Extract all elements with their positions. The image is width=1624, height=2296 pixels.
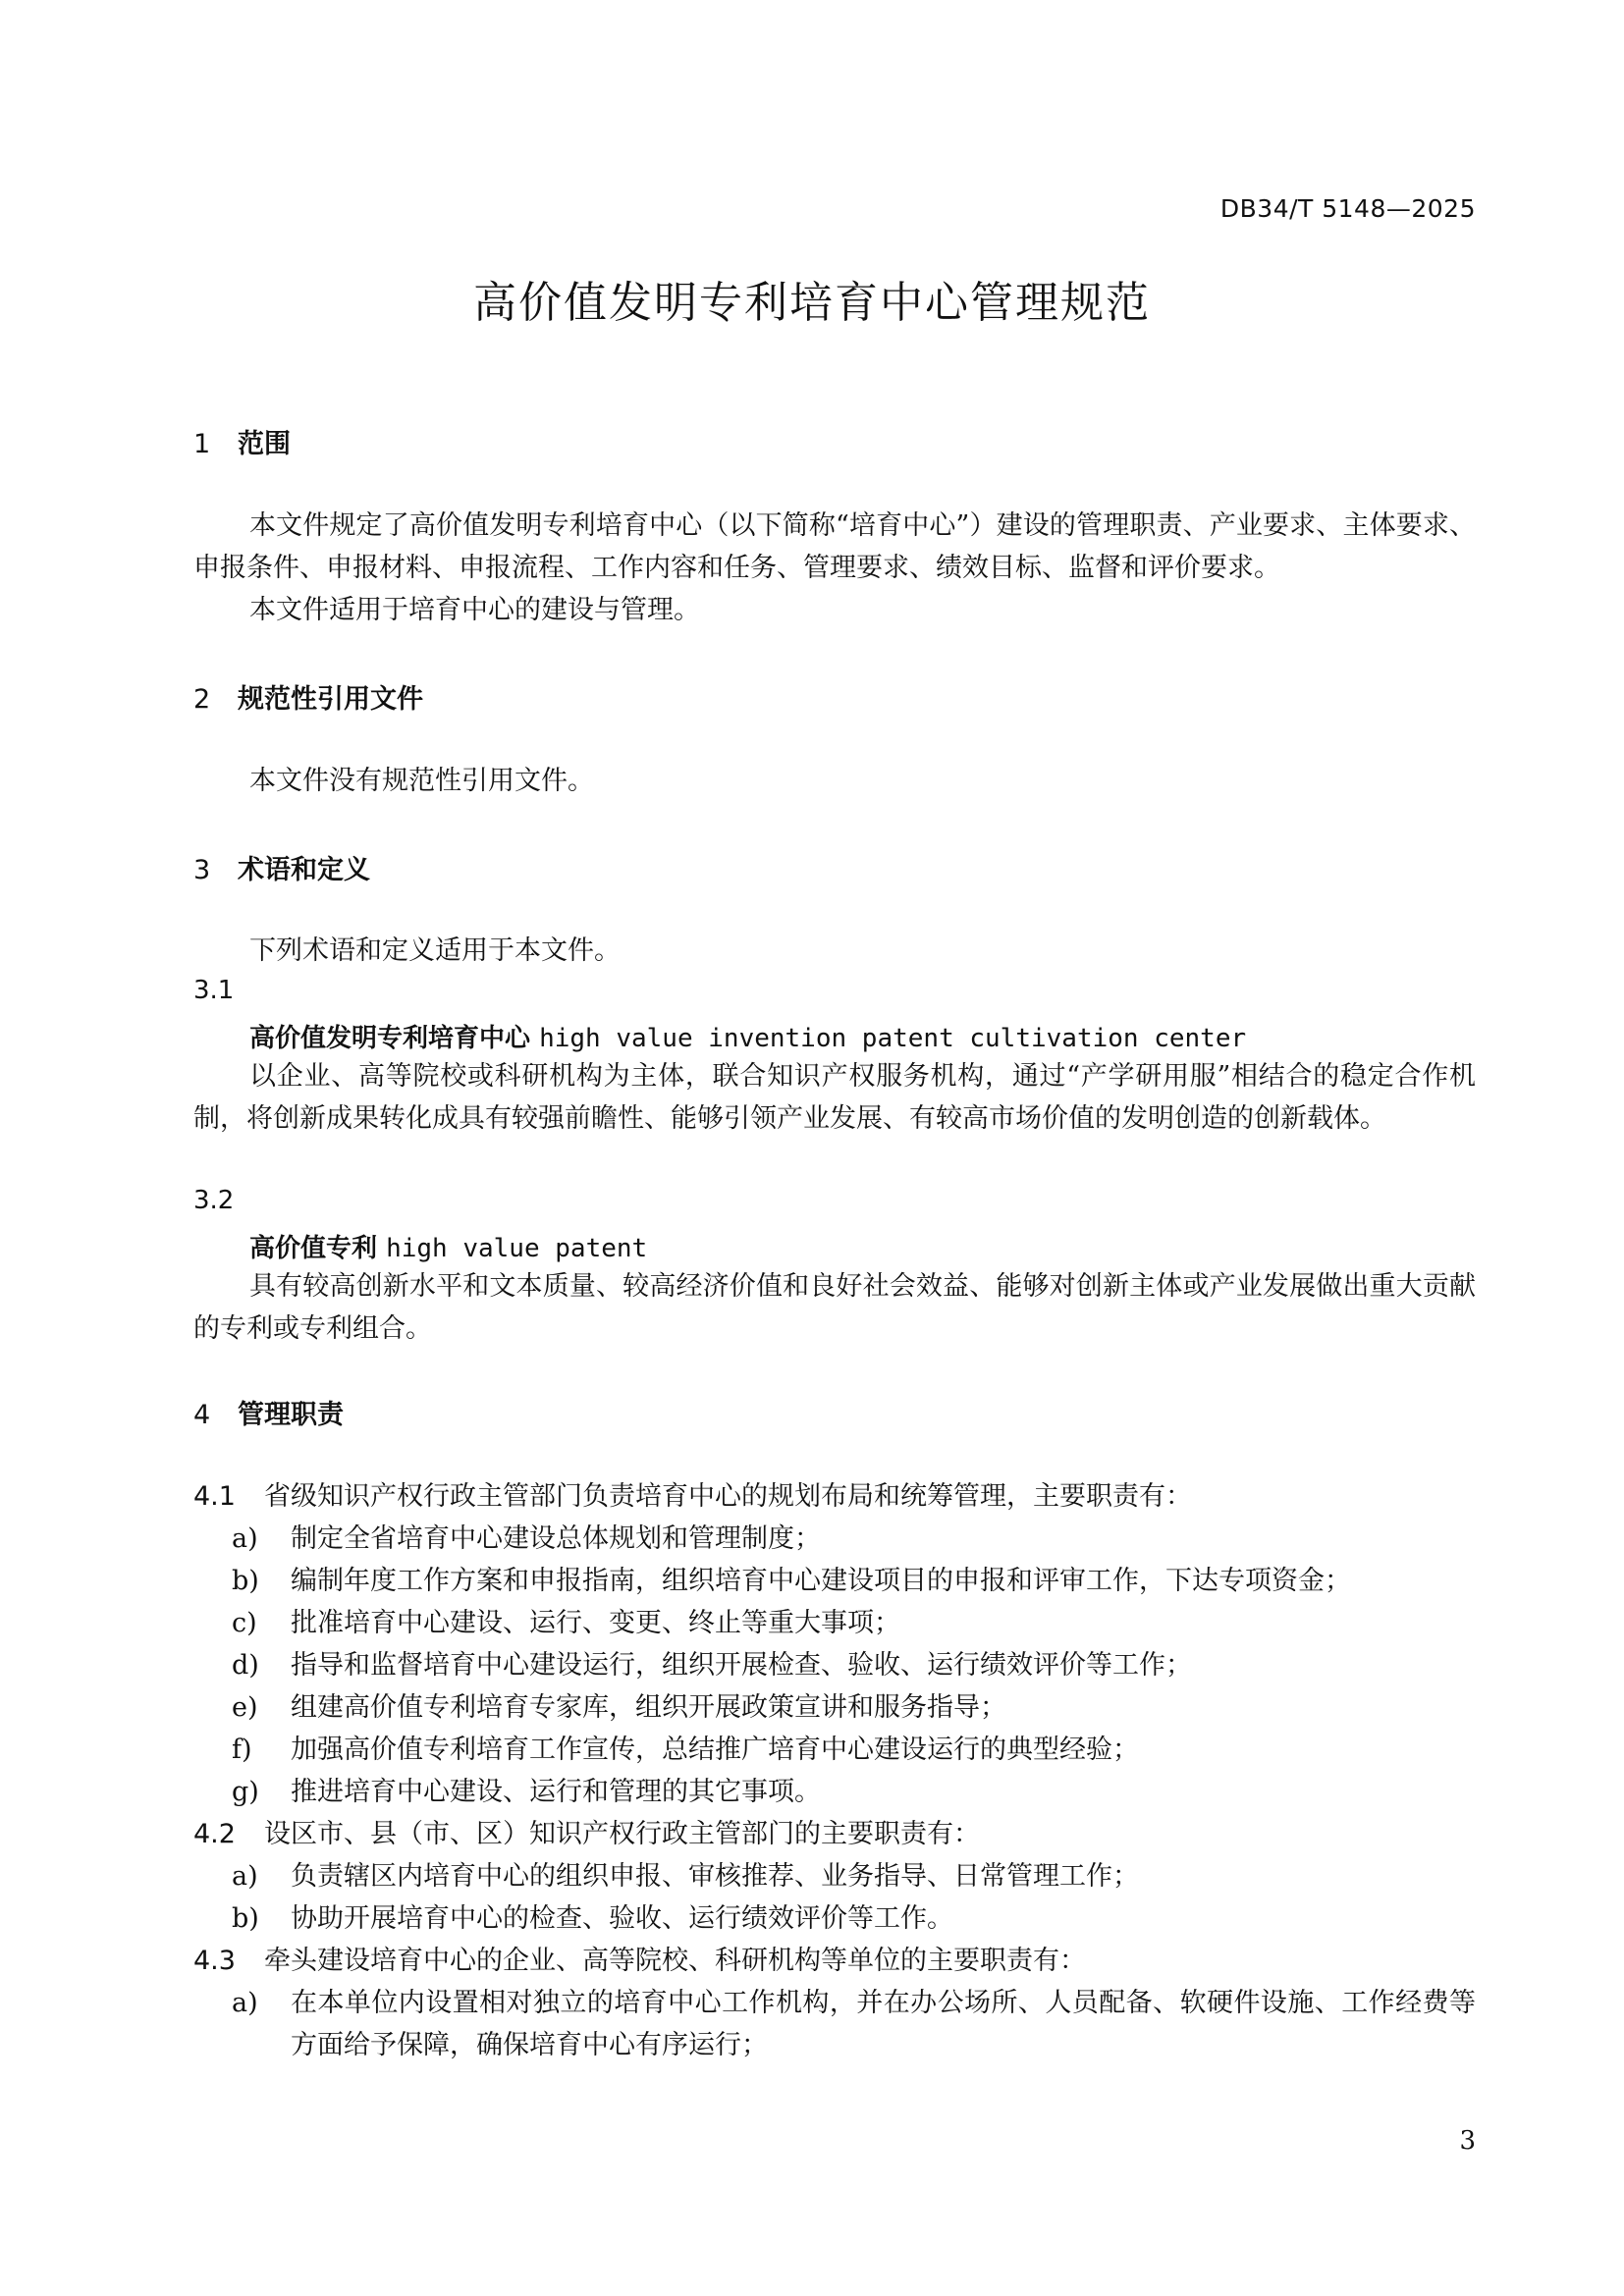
clause-number: 4.1 <box>193 1481 236 1512</box>
document-title: 高价值发明专利培育中心管理规范 <box>473 278 1151 328</box>
clause-4-1 <box>193 1475 1476 1518</box>
section-number: 4 <box>193 1400 211 1430</box>
list-item-label: b) <box>232 1903 259 1934</box>
clause-number: 4.3 <box>193 1946 236 1976</box>
section-number: 1 <box>193 429 211 459</box>
list-item-text: 协助开展培育中心的检查、验收、运行绩效评价等工作。 <box>291 1903 953 1934</box>
term-english: high value patent <box>386 1234 648 1263</box>
section-number: 2 <box>193 684 211 715</box>
list-item <box>232 1644 1476 1686</box>
term-definition: 以企业、高等院校或科研机构为主体，联合知识产权服务机构，通过“产学研用服”相结合的稳定合作机制，将创新成果转化成具有较强前瞻性、能够引领产业发展、有较高市场价值的发明创造的创新载体。 <box>193 1061 1476 1134</box>
clause-text: 牵头建设培育中心的企业、高等院校、科研机构等单位的主要职责有： <box>264 1946 1086 1976</box>
section-title: 管理职责 <box>238 1400 344 1430</box>
page-number: 3 <box>1459 2126 1476 2156</box>
list-item <box>232 1982 1476 2066</box>
section-number: 3 <box>193 855 211 885</box>
term-heading <box>249 1228 647 1264</box>
list-item-label: g) <box>232 1777 259 1807</box>
list-item-text: 制定全省培育中心建设总体规划和管理制度； <box>291 1523 821 1554</box>
clause-text: 省级知识产权行政主管部门负责培育中心的规划布局和统筹管理，主要职责有： <box>264 1481 1192 1512</box>
list-item <box>232 1855 1476 1897</box>
scope-paragraph-1: 本文件规定了高价值发明专利培育中心（以下简称“培育中心”）建设的管理职责、产业要求、主体要求、申报条件、申报材料、申报流程、工作内容和任务、管理要求、绩效目标、监督和评价要求。 <box>193 510 1476 583</box>
list-item-text: 推进培育中心建设、运行和管理的其它事项。 <box>291 1777 821 1807</box>
list-item <box>232 1602 1476 1644</box>
section-title: 范围 <box>238 429 291 459</box>
list-item-text: 批准培育中心建设、运行、变更、终止等重大事项； <box>291 1608 900 1638</box>
document-code: DB34/T 5148—2025 <box>1219 194 1476 223</box>
list-item-text: 在本单位内设置相对独立的培育中心工作机构，并在办公场所、人员配备、软硬件设施、工作经费等方面给予保障，确保培育中心有序运行； <box>291 1988 1476 2060</box>
list-item-text: 负责辖区内培育中心的组织申报、审核推荐、业务指导、日常管理工作； <box>291 1861 1139 1892</box>
term-heading <box>249 1018 1246 1054</box>
terms-intro: 下列术语和定义适用于本文件。 <box>249 935 621 966</box>
list-item <box>232 1729 1476 1771</box>
clause-4-2 <box>193 1813 1476 1855</box>
term-number: 3.2 <box>193 1186 235 1215</box>
section-heading-management-duties <box>193 1393 344 1431</box>
section-heading-scope <box>193 422 291 460</box>
list-item-label: a) <box>232 1523 258 1554</box>
list-item <box>232 1686 1476 1729</box>
section-heading-terms <box>193 848 370 886</box>
list-item <box>232 1518 1476 1560</box>
list-item-label: a) <box>232 1861 258 1892</box>
clause-text: 设区市、县（市、区）知识产权行政主管部门的主要职责有： <box>264 1819 980 1849</box>
list-item <box>232 1897 1476 1940</box>
term-definition: 具有较高创新水平和文本质量、较高经济价值和良好社会效益、能够对创新主体或产业发展做出重大贡献的专利或专利组合。 <box>193 1271 1476 1344</box>
list-item-label: e) <box>232 1692 258 1723</box>
list-item-label: f) <box>232 1735 252 1765</box>
list-item-text: 编制年度工作方案和申报指南，组织培育中心建设项目的申报和评审工作，下达专项资金； <box>291 1566 1351 1596</box>
term-chinese: 高价值专利 <box>249 1234 378 1263</box>
term-number: 3.1 <box>193 976 235 1005</box>
term-english: high value invention patent cultivation center <box>539 1024 1247 1053</box>
list-item-label: b) <box>232 1566 259 1596</box>
list-item-text: 加强高价值专利培育工作宣传，总结推广培育中心建设运行的典型经验； <box>291 1735 1139 1765</box>
section-heading-normative-references <box>193 677 423 716</box>
list-item-text: 指导和监督培育中心建设运行，组织开展检查、验收、运行绩效评价等工作； <box>291 1650 1192 1681</box>
scope-paragraph-2: 本文件适用于培育中心的建设与管理。 <box>249 595 700 625</box>
normative-paragraph: 本文件没有规范性引用文件。 <box>249 766 594 796</box>
section-title: 术语和定义 <box>238 855 370 885</box>
clause-number: 4.2 <box>193 1819 236 1849</box>
list-item-label: d) <box>232 1650 259 1681</box>
list-item-label: c) <box>232 1608 257 1638</box>
list-item-label: a) <box>232 1988 258 2018</box>
term-chinese: 高价值发明专利培育中心 <box>249 1024 531 1053</box>
section-title: 规范性引用文件 <box>238 684 423 715</box>
list-item-text: 组建高价值专利培育专家库，组织开展政策宣讲和服务指导； <box>291 1692 1006 1723</box>
clause-4-3 <box>193 1940 1476 1982</box>
list-item <box>232 1771 1476 1813</box>
list-item <box>232 1560 1476 1602</box>
